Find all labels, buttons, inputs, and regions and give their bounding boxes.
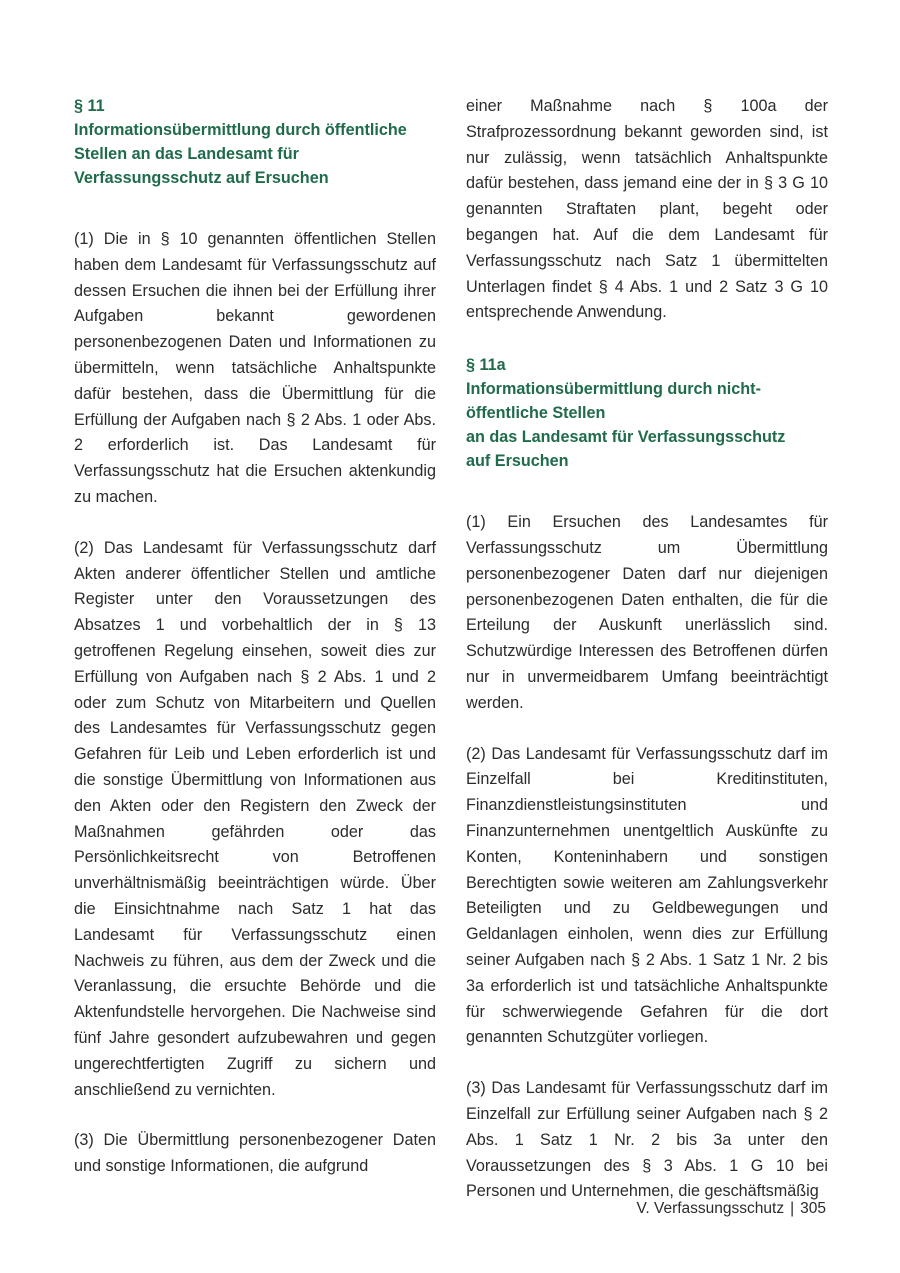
section-11a-title-line-3: an das Landesamt für Verfassungsschutz — [466, 428, 786, 447]
left-column — [74, 94, 436, 1180]
section-11a-heading — [466, 353, 828, 473]
section-11a-title-line-2: öffentliche Stellen — [466, 404, 606, 423]
section-11a-paragraph-2: (2) Das Landesamt für Verfassungsschutz darf im Einzelfall bei Kreditinstituten, Finanzdienstleistungsinstituten und Finanzunternehmen unentgeltlich Auskünfte zu Konten, Konteninhabern und sonstigen Berechtigten sowie weiteren am Zahlungsverkehr Beteiligten und zu Geldbewegungen und Geldanlagen einholen, wenn dies zur Erfüllung seiner Aufgaben nach § 2 Abs. 1 Satz 1 Nr. 2 bis 3a erforderlich ist und tatsächliche Anhaltspunkte für schwerwiegende Gefahren für die dort genannten Schutzgüter vorliegen. — [466, 744, 828, 1047]
section-11a-paragraph-1: (1) Ein Ersuchen des Landesamtes für Verfassungsschutz um Übermittlung personenbezogener Daten darf nur diejenigen personenbezogenen Daten enthalten, die für die Erteilung der Auskunft unerlässlich sind. Schutzwürdige Interessen des Betroffenen dürfen nur in unvermeidbarem Umfang beeinträchtigt werden. — [466, 513, 828, 712]
page-number: 305 — [800, 1200, 826, 1217]
section-11-paragraph-3-continuation: einer Maßnahme nach § 100a der Strafprozessordnung bekannt geworden sind, ist nur zulässig, wenn tatsächlich Anhaltspunkte dafür bestehen, dass jemand eine der in § 3 G 10 genannten Straftaten plant, begeht oder begangen hat. Auf die dem Landesamt für Verfassungsschutz nach Satz 1 übermittelten Unterlagen findet § 4 Abs. 1 und 2 Satz 3 G 10 entsprechende Anwendung. — [466, 97, 828, 322]
section-11a-paragraph-3: (3) Das Landesamt für Verfassungsschutz darf im Einzelfall zur Erfüllung seiner Aufgaben nach § 2 Abs. 1 Satz 1 Nr. 2 bis 3a unter den Voraussetzungen des § 3 Abs. 1 G 10 bei Personen und Unternehmen, die geschäftsmäßig — [466, 1079, 828, 1201]
page-footer — [636, 1199, 826, 1219]
right-column — [466, 94, 828, 1205]
section-11-paragraph-3: (3) Die Übermittlung personenbezogener Daten und sonstige Informationen, die aufgrund — [74, 1131, 436, 1176]
section-11a-title-line-4: auf Ersuchen — [466, 452, 569, 471]
section-11a-title-line-1: Informationsübermittlung durch nicht- — [466, 380, 761, 399]
section-11a-number: § 11a — [466, 356, 506, 375]
footer-chapter: V. Verfassungsschutz — [636, 1200, 785, 1217]
section-11-number: § 11 — [74, 97, 105, 115]
footer-separator: | — [790, 1200, 795, 1217]
section-11-paragraph-2: (2) Das Landesamt für Verfassungsschutz darf Akten anderer öffentlicher Stellen und amtliche Register unter den Voraussetzungen des Absatzes 1 und vorbehaltlich der in § 13 getroffenen Regelung einsehen, soweit dies zur Erfüllung von Aufgaben nach § 2 Abs. 1 und 2 oder zum Schutz von Mitarbeitern und Quellen des Landesamtes für Verfassungsschutz gegen Gefahren für Leib und Leben erforderlich ist und die sonstige Übermittlung von Informationen aus den Akten oder den Registern den Zweck der Maßnahmen gefährden oder das Persönlichkeitsrecht von Betroffenen unverhältnismäßig beeinträchtigen würde. Über die Einsichtnahme nach Satz 1 hat das Landesamt für Verfassungsschutz einen Nachweis zu führen, aus dem der Zweck und die Veranlassung, die ersuchte Behörde und die Aktenfundstelle hervorgehen. Die Nachweise sind fünf Jahre gesondert aufzubewahren und gegen ungerechtfertigten Zugriff zu sichern und anschließend zu vernichten. — [74, 538, 436, 1099]
section-11-paragraph-1: (1) Die in § 10 genannten öffentlichen Stellen haben dem Landesamt für Verfassungsschutz auf dessen Ersuchen die ihnen bei der Erfüllung ihrer Aufgaben bekannt gewordenen personenbezogenen Daten und Informationen zu übermitteln, wenn tatsächliche Anhaltspunkte dafür bestehen, dass die Übermittlung für die Erfüllung der Aufgaben nach § 2 Abs. 1 oder Abs. 2 erforderlich ist. Das Landesamt für Verfassungsschutz hat die Ersuchen aktenkundig zu machen. — [74, 230, 436, 506]
section-11-title: Informationsübermittlung durch öffentliche Stellen an das Landesamt für Verfassungsschutz auf Ersuchen — [74, 121, 407, 187]
section-11-heading — [74, 94, 436, 190]
